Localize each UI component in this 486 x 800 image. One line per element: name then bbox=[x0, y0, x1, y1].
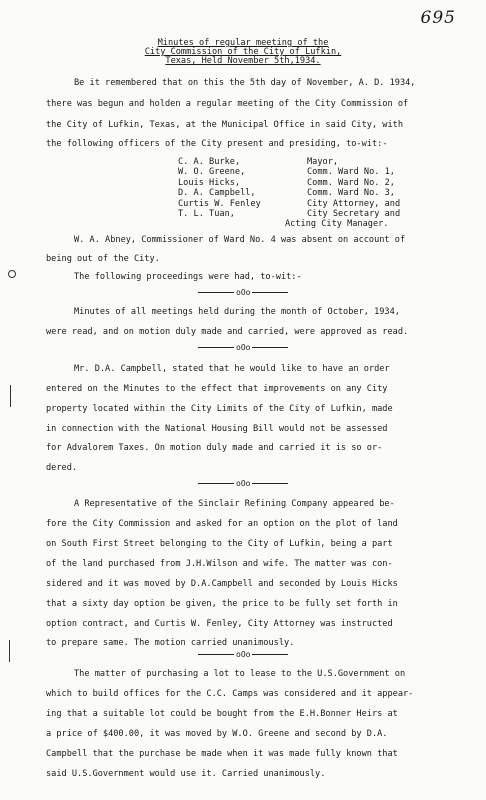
lot-line: ing that a suitable lot could be bought from the E.H.Bonner Heirs at bbox=[46, 709, 398, 719]
sinclair-line: sidered and it was moved by D.A.Campbell and seconded by Louis Hicks bbox=[46, 579, 398, 589]
sinclair-line: A Representative of the Sinclair Refining Company appeared be- bbox=[74, 499, 395, 509]
sinclair-line: to prepare same. The motion carried unanimously. bbox=[46, 638, 295, 648]
intro-line: there was begun and holden a regular meeting of the City Commission of bbox=[46, 99, 409, 109]
intro-line: the City of Lufkin, Texas, at the Municipal Office in said City, with bbox=[46, 120, 403, 130]
section-separator: oOo bbox=[196, 650, 290, 659]
proceedings-line: The following proceedings were had, to-wit:- bbox=[74, 272, 302, 282]
margin-mark bbox=[9, 640, 14, 662]
lot-line: a price of $400.00, it was moved by W.O. Greene and second by D.A. bbox=[46, 729, 388, 739]
officer-name: Louis Hicks, bbox=[178, 177, 241, 188]
campbell-line: property located within the City Limits of the City of Lufkin, made bbox=[46, 404, 393, 414]
officer-name: W. O. Greene, bbox=[178, 167, 246, 178]
margin-mark bbox=[10, 385, 15, 407]
minutes-line: were read, and on motion duly made and carried, were approved as read. bbox=[46, 327, 409, 337]
officer-name: D. A. Campbell, bbox=[178, 188, 256, 199]
officer-name: Curtis W. Fenley bbox=[178, 198, 261, 209]
sinclair-line: that a sixty day option be given, the price to be fully set forth in bbox=[46, 599, 398, 609]
sinclair-line: on South First Street belonging to the City of Lufkin, being a part bbox=[46, 539, 393, 549]
section-separator: oOo bbox=[196, 479, 290, 488]
lot-line: said U.S.Government would use it. Carried unanimously. bbox=[46, 769, 326, 779]
campbell-line: for Advalorem Taxes. On motion duly made and carried it is so or- bbox=[46, 443, 383, 453]
header-line-1: Minutes of regular meeting of the bbox=[157, 38, 329, 48]
officer-title: Comm. Ward No. 3, bbox=[307, 188, 395, 199]
campbell-line: in connection with the National Housing Bill would not be assessed bbox=[46, 424, 388, 434]
header-line-2: City Commission of the City of Lufkin, bbox=[144, 47, 342, 57]
absent-line: W. A. Abney, Commissioner of Ward No. 4 was absent on account of bbox=[74, 235, 406, 245]
officer-names bbox=[178, 157, 261, 219]
intro-line: Be it remembered that on this the 5th day of November, A. D. 1934, bbox=[74, 78, 416, 88]
page-number: 695 bbox=[420, 8, 456, 28]
section-separator: oOo bbox=[196, 343, 290, 352]
sinclair-line: of the land purchased from J.H.Wilson and wife. The matter was con- bbox=[46, 559, 393, 569]
minutes-line: Minutes of all meetings held during the month of October, 1934, bbox=[74, 307, 400, 317]
officer-title-continued: Acting City Manager. bbox=[285, 219, 389, 229]
campbell-line: Mr. D.A. Campbell, stated that he would like to have an order bbox=[74, 364, 390, 374]
officer-title: City Secretary and bbox=[307, 208, 401, 219]
campbell-line: dered. bbox=[46, 463, 78, 473]
punch-hole-mark bbox=[8, 270, 16, 278]
officer-name: T. L. Tuan, bbox=[178, 208, 235, 219]
officer-title: Mayor, bbox=[307, 157, 339, 167]
officer-name: C. A. Burke, bbox=[178, 157, 241, 167]
officer-title: Comm. Ward No. 1, bbox=[307, 167, 395, 178]
header-line-3: Texas, Held November 5th,1934. bbox=[165, 56, 321, 66]
lot-line: which to build offices for the C.C. Camps was considered and it appear- bbox=[46, 689, 414, 699]
officer-title: City Attorney, and bbox=[307, 198, 401, 209]
lot-line: Campbell that the purchase be made when it was made fully known that bbox=[46, 749, 398, 759]
lot-line: The matter of purchasing a lot to lease to the U.S.Government on bbox=[74, 669, 406, 679]
sinclair-line: fore the City Commission and asked for an option on the plot of land bbox=[46, 519, 398, 529]
sinclair-line: option contract, and Curtis W. Fenley, City Attorney was instructed bbox=[46, 619, 393, 629]
intro-line: the following officers of the City present and presiding, to-wit:- bbox=[46, 139, 388, 149]
section-separator: oOo bbox=[196, 288, 290, 297]
officer-titles bbox=[307, 157, 400, 219]
campbell-line: entered on the Minutes to the effect that improvements on any City bbox=[46, 384, 388, 394]
officer-title: Comm. Ward No. 2, bbox=[307, 177, 395, 188]
absent-line: being out of the City. bbox=[46, 254, 160, 264]
